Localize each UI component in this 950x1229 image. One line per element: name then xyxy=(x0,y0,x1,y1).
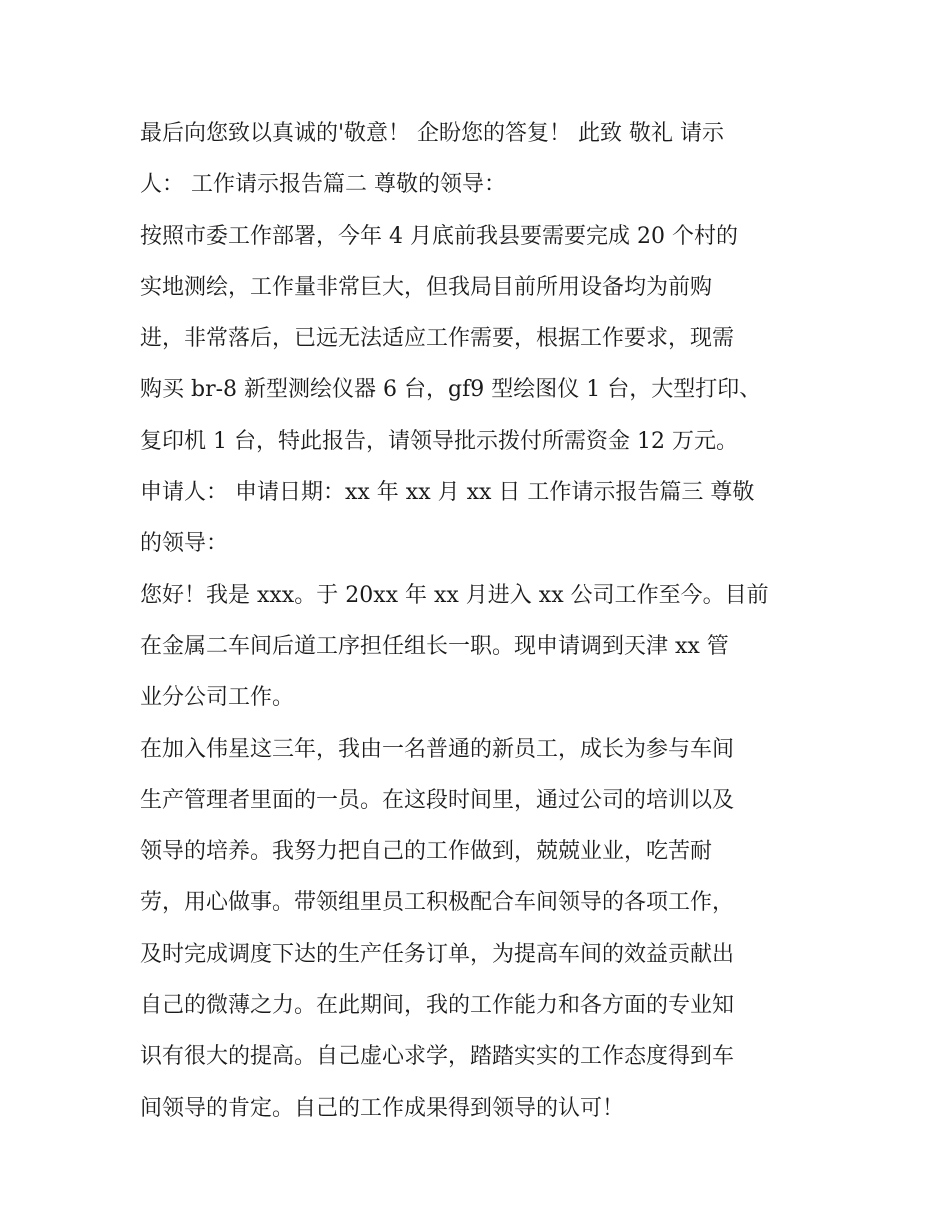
text-line: 您好！我是 xxx。于 20xx 年 xx 月进入 xx 公司工作至今。目前 xyxy=(140,582,769,608)
text-line: 进，非常落后，已远无法适应工作需要，根据工作要求，现需 xyxy=(140,326,735,352)
text-line: 劳，用心做事。带领组里员工积极配合车间领导的各项工作， xyxy=(140,890,735,916)
text-line: 复印机 1 台，特此报告，请领导批示拨付所需资金 12 万元。 xyxy=(140,428,738,454)
text-line: 及时完成调度下达的生产任务订单，为提高车间的效益贡献出 xyxy=(140,941,735,967)
text-line: 领导的培养。我努力把自己的工作做到，兢兢业业，吃苦耐 xyxy=(140,839,713,865)
text-line: 生产管理者里面的一员。在这段时间里，通过公司的培训以及 xyxy=(140,787,735,813)
text-line: 在加入伟星这三年，我由一名普通的新员工，成长为参与车间 xyxy=(140,736,735,762)
document-body xyxy=(140,108,820,1134)
text-line: 最后向您致以真诚的'敬意！ 企盼您的答复！ 此致 敬礼 请示 xyxy=(140,121,725,146)
text-line: 购买 br-8 新型测绘仪器 6 台，gf9 型绘图仪 1 台，大型打印、 xyxy=(140,377,762,403)
text-line: 间领导的肯定。自己的工作成果得到领导的认可！ xyxy=(140,1095,625,1121)
text-line: 申请人： 申请日期：xx 年 xx 月 xx 日 工作请示报告篇三 尊敬 xyxy=(140,480,755,506)
text-line: 在金属二车间后道工序担任组长一职。现申请调到天津 xx 管 xyxy=(140,633,729,659)
text-line: 按照市委工作部署，今年 4 月底前我县要需要完成 20 个村的 xyxy=(140,223,738,249)
text-line: 实地测绘，工作量非常巨大，但我局目前所用设备均为前购 xyxy=(140,274,713,300)
text-line: 识有很大的提高。自己虚心求学，踏踏实实的工作态度得到车 xyxy=(140,1044,735,1070)
text-line: 人： 工作请示报告篇二 尊敬的领导： xyxy=(140,172,506,198)
text-line: 业分公司工作。 xyxy=(140,685,295,711)
text-line: 的领导： xyxy=(140,531,229,557)
text-line: 自己的微薄之力。在此期间，我的工作能力和各方面的专业知 xyxy=(140,993,735,1019)
